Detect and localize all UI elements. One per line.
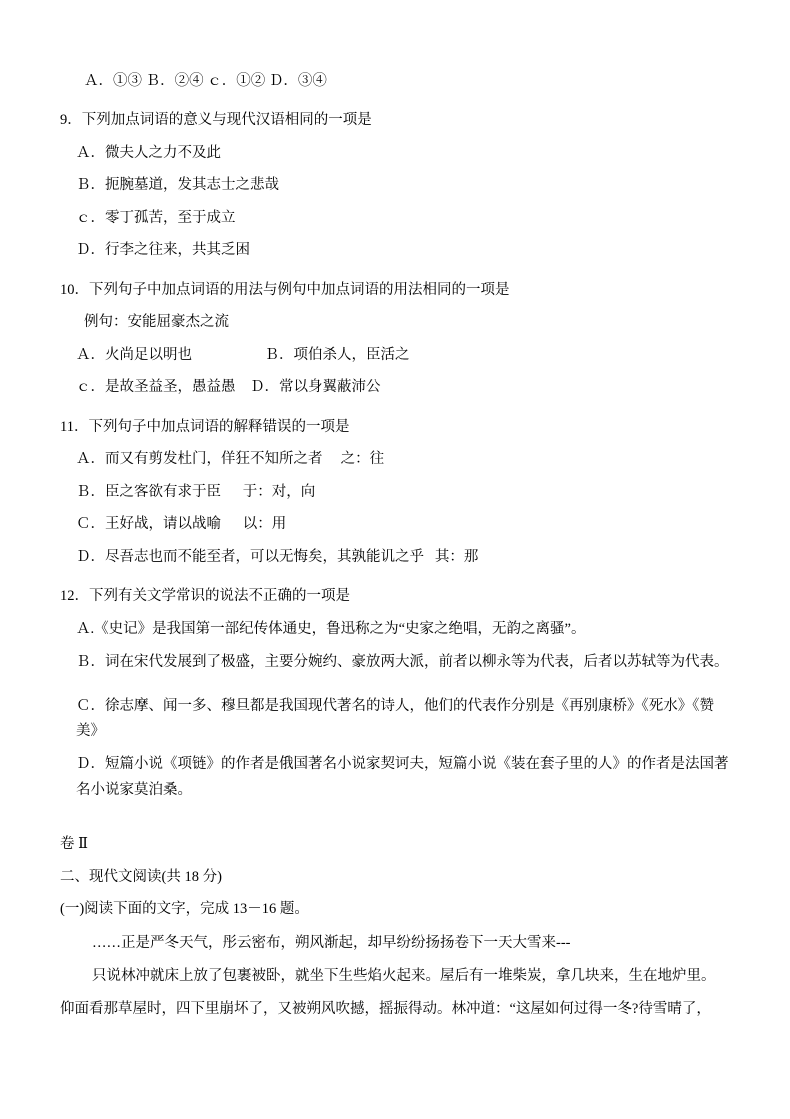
- question-11-stem: 11．下列句子中加点词语的解释错误的一项是: [60, 418, 350, 435]
- section-sub-heading: (一)阅读下面的文字，完成 13－16 题。: [60, 901, 309, 918]
- question-11-option-d: Ｄ．尽吾志也而不能至者，可以无悔矣，其孰能讥之乎 其：那: [76, 548, 479, 565]
- question-9-option-a: Ａ．微夫人之力不及此: [76, 144, 221, 161]
- question-11-option-a: Ａ．而又有剪发杜门，佯狂不知所之者 之：往: [76, 451, 385, 468]
- option-spacer: [60, 684, 730, 694]
- question-10-options-row-1: Ａ．火尚足以明也 Ｂ．项伯杀人，臣活之: [76, 346, 410, 363]
- section-spacer: [60, 811, 730, 833]
- question-10-stem: 10．下列句子中加点词语的用法与例句中加点词语的用法相同的一项是: [60, 281, 510, 298]
- question-8-options: Ａ．①③ Ｂ．②④ ｃ．①② Ｄ．③④: [84, 73, 327, 89]
- question-9-stem: 9．下列加点词语的意义与现代汉语相同的一项是: [60, 112, 372, 129]
- paper-label: 卷 Ⅱ: [60, 836, 88, 853]
- passage-line-1: ……正是严冬天气，彤云密布，朔风渐起，却早纷纷扬扬卷下一天大雪来---: [92, 934, 571, 951]
- question-12-stem: 12．下列有关文学常识的说法不正确的一项是: [60, 588, 350, 605]
- passage-line-3: 仰面看那草屋时，四下里崩坏了，又被朔风吹撼，摇振得动。林冲道：“这屋如何过得一冬?待雪晴了，: [60, 1001, 711, 1018]
- question-9-option-c: ｃ．零丁孤苦，至于成立: [76, 209, 236, 226]
- question-12-option-a: Ａ.《史记》是我国第一部纪传体通史，鲁迅称之为“史家之绝唱，无韵之离骚”。: [76, 620, 586, 637]
- question-9-option-b: Ｂ．扼腕墓道，发其志士之悲哉: [76, 177, 279, 194]
- question-11-option-b: Ｂ．臣之客欲有求于臣 于：对，向: [76, 483, 316, 500]
- passage-line-2: 只说林冲就床上放了包裹被卧，就坐下生些焰火起来。屋后有一堆柴炭，拿几块来，生在地炉里。: [92, 967, 716, 984]
- question-11-option-c: Ｃ．王好战，请以战喻 以：用: [76, 516, 287, 533]
- question-12-option-c: Ｃ．徐志摩、闻一多、穆旦都是我国现代著名的诗人，他们的代表作分别是《再别康桥》《死水》《赞美》: [76, 697, 714, 739]
- question-12-option-d: Ｄ．短篇小说《项链》的作者是俄国著名小说家契诃夫，短篇小说《装在套子里的人》的作者是法国著名小说家莫泊桑。: [76, 756, 729, 798]
- question-9-option-d: Ｄ．行李之往来，共其乏困: [76, 242, 250, 259]
- question-10-example: 例句：安能屈豪杰之流: [84, 314, 229, 331]
- question-12-option-b: Ｂ．词在宋代发展到了极盛，主要分婉约、豪放两大派，前者以柳永等为代表，后者以苏轼等为代表。: [76, 654, 729, 671]
- question-10-options-row-2: ｃ．是故圣益圣，愚益愚 Ｄ．常以身翼蔽沛公: [76, 379, 381, 396]
- section-heading: 二、现代文阅读(共 18 分): [60, 868, 222, 885]
